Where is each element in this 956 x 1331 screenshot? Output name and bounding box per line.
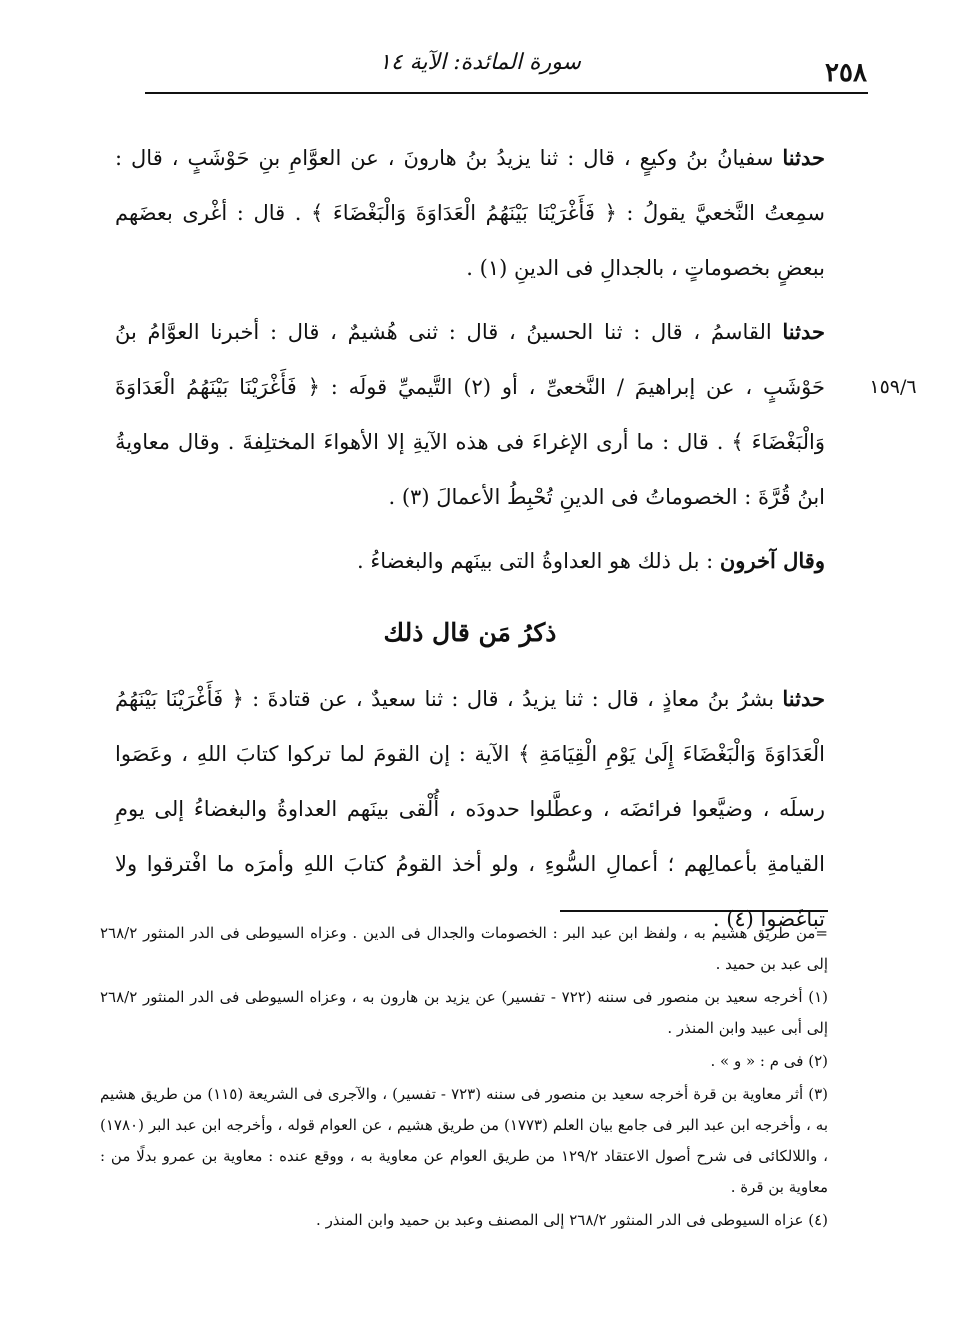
paragraph-4 bbox=[115, 671, 825, 947]
header-rule bbox=[145, 92, 868, 94]
section-heading: ذكرُ مَن قال ذلك bbox=[383, 618, 557, 647]
paragraph-1 bbox=[115, 130, 825, 296]
paragraph-body: القاسمُ ، قال : ثنا الحسينُ ، قال : ثنى هُشيمٌ ، قال : أخبرنا العوَّامُ بنُ حَوْشَبٍ ، عن إبراهيمَ / النَّخعىِّ ، أو (٢) التَّيميِّ قولَه : ﴿ فَأَغْرَيْنَا بَيْنَهُمُ الْعَدَاوَةَ وَالْبَغْضَاءَ ﴾ . قال : ما أرى الإغراءَ فى هذه الآيةِ إلا الأهواءَ المختلِفةَ . وقال معاويةُ ابنُ قُرَّةَ : الخصوماتُ فى الدينِ تُحْبِطُ الأعمالَ (٣) . bbox=[115, 320, 825, 509]
footnote-continuation: =من طريق هشيم به ، ولفظ ابن عبد البر : الخصومات والجدال فى الدين . وعزاه السيوطى فى الدر المنثور ٢٦٨/٢ إلى عبد بن حميد . bbox=[100, 924, 828, 973]
running-header-title: سورة المائدة: الآية ١٤ bbox=[379, 50, 581, 75]
footnote-2: (٢) فى م : « و » . bbox=[710, 1052, 828, 1070]
main-text bbox=[115, 130, 825, 955]
paragraph-body: سفيانُ بنُ وكيعٍ ، قال : ثنا يزيدُ بنُ هارونَ ، عن العوَّامِ بنِ حَوْشَبٍ ، قال : سمِعتُ النَّخعيَّ يقولُ : ﴿ فَأَغْرَيْنَا بَيْنَهُمُ الْعَدَاوَةَ وَالْبَغْضَاءَ ﴾ . قال : أغْرى بعضَهم ببعضٍ بخصوماتٍ ، بالجدالِ فى الدينِ (١) . bbox=[115, 146, 825, 280]
footnote-3: (٣) أثر معاوية بن قرة أخرجه سعيد بن منصور فى سننه (٧٢٣ - تفسير) ، والآجرى فى الشريعة (١١٥) من طريق هشيم به ، وأخرجه ابن عبد البر فى جامع بيان العلم (١٧٧٣) من طريق هشيم ، عن العوام قوله ، وأخرجه ابن عبد البر (١٧٨٠) ، واللالكائى فى شرح أصول الاعتقاد ١٢٩/٢ من طريق العوام عن معاوية به ، ووقع عنده : معاوية بن عمرو بدلًا من : معاوية بن قرة . bbox=[100, 1085, 829, 1196]
paragraph-lead: حدثنا bbox=[782, 686, 825, 711]
paragraph-lead: وقال آخرون bbox=[719, 548, 825, 573]
footnotes bbox=[100, 918, 828, 1238]
paragraph-2 bbox=[115, 304, 825, 525]
margin-reference: ١٥٩/٦ bbox=[869, 376, 917, 398]
footnote-1: (١) أخرجه سعيد بن منصور فى سننه (٧٢٢ - تفسير) عن يزيد بن هارون به ، وعزاه السيوطى فى الدر المنثور ٢٦٨/٢ إلى أبى عبيد وابن المنذر . bbox=[100, 988, 828, 1037]
footnote-rule bbox=[560, 910, 828, 912]
paragraph-lead: حدثنا bbox=[782, 319, 825, 344]
paragraph-lead: حدثنا bbox=[782, 145, 825, 170]
paragraph-body: بشرُ بنُ معاذٍ ، قال : ثنا يزيدُ ، قال : ثنا سعيدٌ ، عن قتادةَ : ﴿ فَأَغْرَيْنَا بَيْنَهُمُ الْعَدَاوَةَ وَالْبَغْضَاءَ إِلَىٰ يَوْمِ الْقِيَامَةِ ﴾ الآية : إن القومَ لما تركوا كتابَ اللهِ ، وعَصَوا رسلَه ، وضيَّعوا فرائضَه ، وعطَّلوا حدودَه ، أُلْقى بينَهم العداوةُ والبغضاءُ إلى يومِ القيامةِ بأعمالِهم ؛ أعمالِ السُّوءِ ، ولو أخذ القومُ كتابَ اللهِ وأمرَه ما افْترقوا ولا تباغَضوا (٤) . bbox=[115, 687, 825, 931]
paragraph-3 bbox=[115, 533, 825, 589]
page-number: ٢٥٨ bbox=[825, 58, 867, 88]
paragraph-body: : بل ذلك هو العداوةُ التى بينَهم والبغضاءُ . bbox=[356, 549, 720, 573]
footnote-4: (٤) عزاه السيوطى فى الدر المنثور ٢٦٨/٢ إلى المصنف وعبد بن حميد وابن المنذر . bbox=[316, 1211, 828, 1229]
